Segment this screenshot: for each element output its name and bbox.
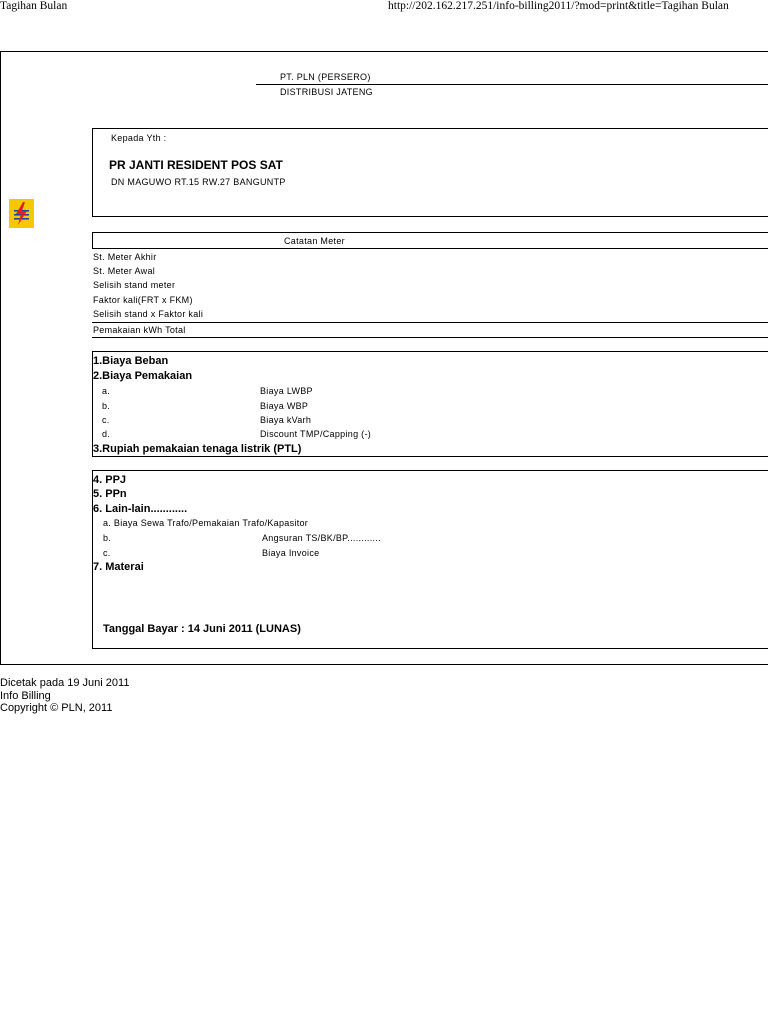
meter-row: Selisih stand meter (93, 280, 176, 290)
print-header-url: http://202.162.217.251/info-billing2011/?mod=print&title=Tagihan Bulan (388, 0, 729, 12)
cost-pemakaian: 2.Biaya Pemakaian (93, 370, 193, 382)
cost-ptl: 3.Rupiah pemakaian tenaga listrik (PTL) (93, 443, 302, 455)
cost-item-label: Discount TMP/Capping (-) (260, 429, 372, 439)
recipient-name: PR JANTI RESIDENT POS SAT (109, 158, 283, 172)
outer-frame-left (0, 51, 1, 664)
other-ppj: 4. PPJ (93, 474, 127, 486)
other-box-bottom (92, 648, 768, 649)
cost-item-letter: a. (102, 386, 111, 396)
meter-total-divider (92, 322, 768, 323)
other-c-letter: c. (103, 548, 111, 558)
print-header-title: Tagihan Bulan (0, 0, 68, 12)
cost-box-top (92, 351, 768, 352)
meter-title: Catatan Meter (284, 236, 345, 246)
other-invoice: Biaya Invoice (262, 548, 320, 558)
meter-row: St. Meter Akhir (93, 252, 157, 262)
other-box-top (92, 470, 768, 471)
other-ppn: 5. PPn (93, 488, 127, 500)
meter-title-left (92, 232, 93, 248)
footer-copyright: Copyright © PLN, 2011 (0, 702, 113, 714)
footer-printed: Dicetak pada 19 Juni 2011 (0, 677, 130, 689)
meter-box-bottom (92, 337, 768, 338)
meter-box-top (92, 232, 768, 233)
other-materai: 7. Materai (93, 561, 144, 573)
other-lain: 6. Lain-lain............ (93, 503, 188, 515)
cost-item-label: Biaya kVarh (260, 415, 312, 425)
recipient-box-top (92, 128, 768, 129)
other-sewa: a. Biaya Sewa Trafo/Pemakaian Trafo/Kapasitor (103, 518, 309, 528)
other-b-letter: b. (103, 533, 112, 543)
meter-row: Selisih stand x Faktor kali (93, 309, 204, 319)
company-name: PT. PLN (PERSERO) (280, 72, 371, 82)
payment-date: Tanggal Bayar : 14 Juni 2011 (LUNAS) (103, 623, 301, 635)
cost-item-letter: b. (102, 401, 111, 411)
recipient-box-left (92, 128, 93, 217)
recipient-box-bottom (92, 216, 768, 217)
cost-item-letter: d. (102, 429, 111, 439)
meter-total: Pemakaian kWh Total (93, 325, 186, 335)
lightning-icon (9, 199, 34, 228)
other-angsuran: Angsuran TS/BK/BP............ (262, 533, 381, 543)
meter-row: Faktor kali(FRT x FKM) (93, 295, 193, 305)
meter-row: St. Meter Awal (93, 266, 156, 276)
recipient-address: DN MAGUWO RT.15 RW.27 BANGUNTP (111, 177, 286, 187)
cost-item-label: Biaya LWBP (260, 386, 313, 396)
footer-app: Info Billing (0, 690, 51, 702)
cost-beban: 1.Biaya Beban (93, 355, 169, 367)
recipient-label: Kepada Yth : (111, 133, 167, 143)
meter-title-bottom (92, 248, 768, 249)
cost-item-letter: c. (102, 415, 110, 425)
outer-frame-bottom (0, 664, 768, 665)
company-divider (256, 84, 768, 85)
pln-logo (9, 199, 34, 228)
cost-box-bottom (92, 456, 768, 457)
outer-frame-top (0, 51, 768, 52)
company-division: DISTRIBUSI JATENG (280, 87, 373, 97)
cost-item-label: Biaya WBP (260, 401, 309, 411)
